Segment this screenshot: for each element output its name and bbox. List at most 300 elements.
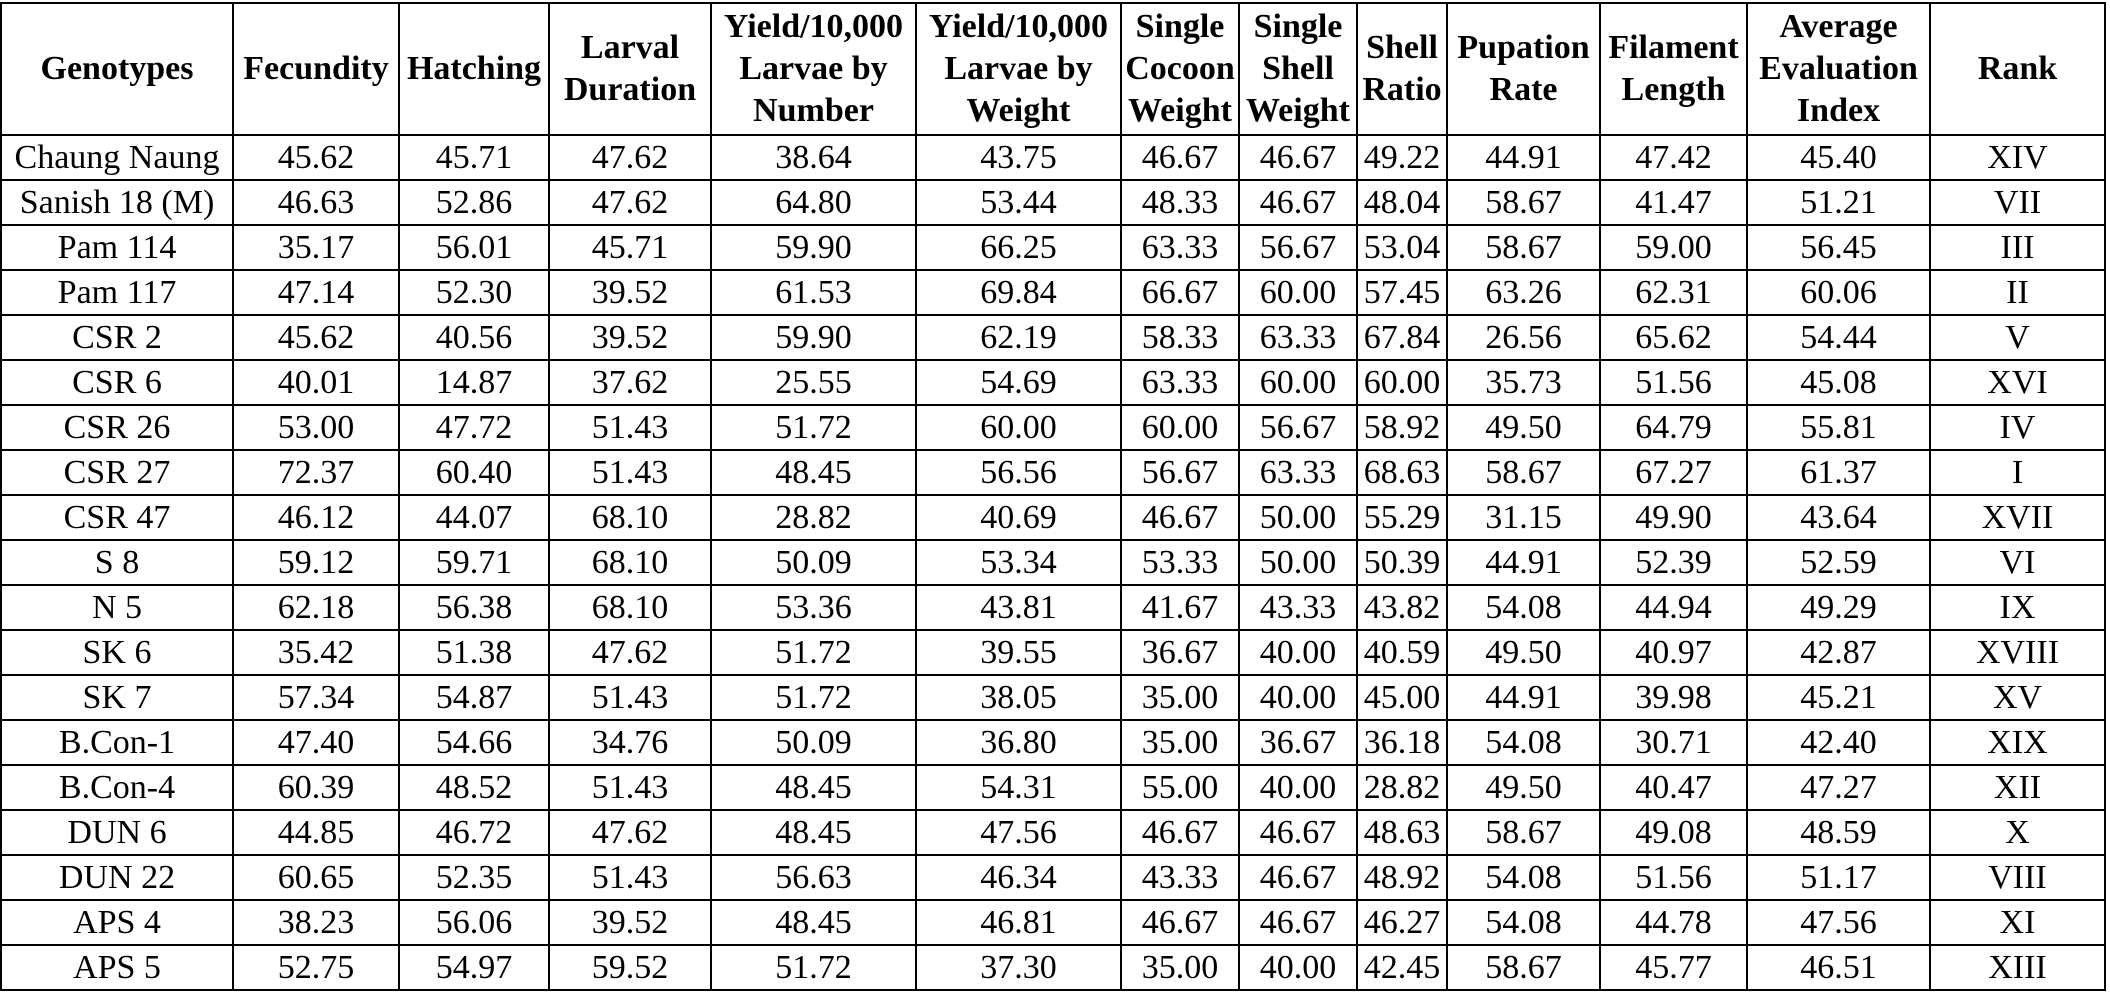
value-cell: 63.26 [1447,270,1600,315]
value-cell: 46.81 [916,900,1121,945]
value-cell: 49.50 [1447,765,1600,810]
value-cell: 30.71 [1600,720,1747,765]
value-cell: 46.67 [1239,855,1357,900]
value-cell: 14.87 [399,360,549,405]
value-cell: 46.67 [1121,900,1239,945]
value-cell: 47.62 [549,810,711,855]
genotype-cell: APS 5 [1,945,233,990]
column-header [1357,3,1447,135]
value-cell: 45.77 [1600,945,1747,990]
column-header-line: Weight [1128,92,1232,129]
value-cell: 56.67 [1239,405,1357,450]
value-cell: 56.38 [399,585,549,630]
column-header [1121,3,1239,135]
value-cell: 51.56 [1600,360,1747,405]
table-row [1,135,2105,180]
value-cell: 59.52 [549,945,711,990]
genotype-cell: CSR 47 [1,495,233,540]
value-cell: 51.17 [1747,855,1930,900]
table-row [1,270,2105,315]
value-cell: 51.72 [711,945,916,990]
value-cell: 51.43 [549,450,711,495]
value-cell: 45.71 [399,135,549,180]
value-cell: 58.67 [1447,225,1600,270]
table-row [1,315,2105,360]
column-header-line: Shell [1262,50,1334,87]
value-cell: 40.00 [1239,765,1357,810]
value-cell: 44.07 [399,495,549,540]
value-cell: 60.00 [1239,270,1357,315]
column-header-line: Shell [1366,29,1438,66]
value-cell: 60.00 [1239,360,1357,405]
table-row [1,585,2105,630]
value-cell: 49.22 [1357,135,1447,180]
value-cell: 54.44 [1747,315,1930,360]
value-cell: 60.00 [916,405,1121,450]
value-cell: 36.18 [1357,720,1447,765]
value-cell: 46.67 [1121,810,1239,855]
value-cell: 58.67 [1447,180,1600,225]
value-cell: 51.43 [549,855,711,900]
value-cell: 56.06 [399,900,549,945]
table-row [1,360,2105,405]
value-cell: 52.35 [399,855,549,900]
value-cell: 45.62 [233,135,399,180]
genotype-cell: CSR 2 [1,315,233,360]
value-cell: 40.97 [1600,630,1747,675]
value-cell: 48.33 [1121,180,1239,225]
genotype-cell: DUN 22 [1,855,233,900]
value-cell: 64.80 [711,180,916,225]
value-cell: 67.84 [1357,315,1447,360]
value-cell: 35.00 [1121,720,1239,765]
value-cell: 47.56 [916,810,1121,855]
value-cell: 28.82 [1357,765,1447,810]
value-cell: 67.27 [1600,450,1747,495]
value-cell: 53.33 [1121,540,1239,585]
column-header-line: Hatching [406,50,542,87]
value-cell: 66.25 [916,225,1121,270]
genotype-cell: B.Con-4 [1,765,233,810]
rank-cell: XVIII [1930,630,2105,675]
column-header-line: Index [1796,92,1881,129]
value-cell: 47.42 [1600,135,1747,180]
genotype-cell: CSR 26 [1,405,233,450]
value-cell: 60.39 [233,765,399,810]
value-cell: 41.67 [1121,585,1239,630]
genotype-cell: Pam 114 [1,225,233,270]
value-cell: 46.67 [1121,495,1239,540]
value-cell: 55.00 [1121,765,1239,810]
table-body [1,135,2105,990]
column-header-line: Larval [580,29,680,66]
table-row [1,720,2105,765]
value-cell: 46.12 [233,495,399,540]
value-cell: 44.94 [1600,585,1747,630]
column-header [1447,3,1600,135]
column-header [916,3,1121,135]
value-cell: 46.67 [1239,900,1357,945]
rank-cell: XI [1930,900,2105,945]
value-cell: 62.18 [233,585,399,630]
table-header [1,3,2105,135]
rank-cell: V [1930,315,2105,360]
rank-cell: XII [1930,765,2105,810]
value-cell: 59.71 [399,540,549,585]
value-cell: 45.21 [1747,675,1930,720]
value-cell: 58.67 [1447,450,1600,495]
value-cell: 61.53 [711,270,916,315]
value-cell: 40.56 [399,315,549,360]
value-cell: 51.43 [549,405,711,450]
value-cell: 52.86 [399,180,549,225]
table-container [0,2,2106,991]
value-cell: 51.43 [549,765,711,810]
header-row [1,3,2105,135]
value-cell: 50.09 [711,720,916,765]
value-cell: 40.59 [1357,630,1447,675]
rank-cell: VI [1930,540,2105,585]
table-row [1,405,2105,450]
value-cell: 48.52 [399,765,549,810]
value-cell: 38.23 [233,900,399,945]
value-cell: 42.87 [1747,630,1930,675]
value-cell: 44.91 [1447,675,1600,720]
genotype-cell: DUN 6 [1,810,233,855]
rank-cell: XVII [1930,495,2105,540]
value-cell: 43.81 [916,585,1121,630]
value-cell: 42.45 [1357,945,1447,990]
value-cell: 66.67 [1121,270,1239,315]
table-row [1,810,2105,855]
column-header-line: Filament [1608,29,1739,66]
value-cell: 54.69 [916,360,1121,405]
value-cell: 49.29 [1747,585,1930,630]
value-cell: 58.67 [1447,810,1600,855]
value-cell: 58.67 [1447,945,1600,990]
rank-cell: I [1930,450,2105,495]
value-cell: 64.79 [1600,405,1747,450]
value-cell: 48.04 [1357,180,1447,225]
rank-cell: VII [1930,180,2105,225]
value-cell: 43.33 [1239,585,1357,630]
column-header-line: Length [1621,71,1726,108]
value-cell: 43.82 [1357,585,1447,630]
column-header-line: Yield/10,000 [928,8,1109,45]
value-cell: 56.67 [1121,450,1239,495]
value-cell: 47.62 [549,135,711,180]
column-header-line: Weight [1246,92,1350,129]
column-header [711,3,916,135]
value-cell: 52.30 [399,270,549,315]
value-cell: 45.62 [233,315,399,360]
value-cell: 46.51 [1747,945,1930,990]
column-header-line: Duration [563,71,697,108]
value-cell: 26.56 [1447,315,1600,360]
value-cell: 54.66 [399,720,549,765]
genotype-cell: SK 7 [1,675,233,720]
value-cell: 50.00 [1239,495,1357,540]
genotype-cell: SK 6 [1,630,233,675]
value-cell: 52.39 [1600,540,1747,585]
value-cell: 57.45 [1357,270,1447,315]
table-row [1,495,2105,540]
value-cell: 54.08 [1447,585,1600,630]
value-cell: 54.31 [916,765,1121,810]
value-cell: 59.90 [711,225,916,270]
value-cell: 62.31 [1600,270,1747,315]
table-row [1,630,2105,675]
table-row [1,225,2105,270]
value-cell: 46.27 [1357,900,1447,945]
value-cell: 35.00 [1121,945,1239,990]
rank-cell: X [1930,810,2105,855]
column-header [549,3,711,135]
column-header [1600,3,1747,135]
value-cell: 46.63 [233,180,399,225]
value-cell: 39.52 [549,315,711,360]
genotype-cell: B.Con-1 [1,720,233,765]
value-cell: 38.05 [916,675,1121,720]
value-cell: 50.39 [1357,540,1447,585]
column-header-line: Larvae by [739,50,888,87]
value-cell: 50.09 [711,540,916,585]
value-cell: 51.72 [711,630,916,675]
value-cell: 48.45 [711,765,916,810]
value-cell: 51.72 [711,405,916,450]
value-cell: 56.01 [399,225,549,270]
value-cell: 39.52 [549,270,711,315]
table-row [1,540,2105,585]
rank-cell: IX [1930,585,2105,630]
value-cell: 44.91 [1447,135,1600,180]
value-cell: 28.82 [711,495,916,540]
value-cell: 47.40 [233,720,399,765]
column-header-line: Single [1135,8,1225,45]
value-cell: 45.08 [1747,360,1930,405]
value-cell: 25.55 [711,360,916,405]
value-cell: 68.63 [1357,450,1447,495]
value-cell: 53.36 [711,585,916,630]
value-cell: 57.34 [233,675,399,720]
value-cell: 54.08 [1447,855,1600,900]
column-header-line: Rank [1977,50,2058,87]
table-row [1,765,2105,810]
value-cell: 53.44 [916,180,1121,225]
value-cell: 44.85 [233,810,399,855]
column-header-line: Pupation [1457,29,1590,66]
rank-cell: XIX [1930,720,2105,765]
value-cell: 40.47 [1600,765,1747,810]
value-cell: 40.01 [233,360,399,405]
value-cell: 48.63 [1357,810,1447,855]
genotype-evaluation-table [0,2,2106,991]
value-cell: 48.45 [711,810,916,855]
value-cell: 51.21 [1747,180,1930,225]
value-cell: 46.67 [1239,810,1357,855]
genotype-cell: Chaung Naung [1,135,233,180]
value-cell: 54.97 [399,945,549,990]
value-cell: 31.15 [1447,495,1600,540]
table-row [1,900,2105,945]
column-header-line: Larvae by [944,50,1093,87]
value-cell: 61.37 [1747,450,1930,495]
rank-cell: XVI [1930,360,2105,405]
value-cell: 45.00 [1357,675,1447,720]
value-cell: 58.92 [1357,405,1447,450]
genotype-cell: CSR 6 [1,360,233,405]
value-cell: 56.63 [711,855,916,900]
column-header [1239,3,1357,135]
value-cell: 48.45 [711,900,916,945]
value-cell: 56.45 [1747,225,1930,270]
column-header-line: Evaluation [1759,50,1918,87]
value-cell: 39.55 [916,630,1121,675]
value-cell: 40.00 [1239,945,1357,990]
value-cell: 40.00 [1239,675,1357,720]
value-cell: 37.62 [549,360,711,405]
value-cell: 39.98 [1600,675,1747,720]
value-cell: 60.06 [1747,270,1930,315]
column-header-line: Weight [966,92,1071,129]
value-cell: 69.84 [916,270,1121,315]
column-header [1,3,233,135]
column-header-line: Ratio [1362,71,1442,108]
genotype-cell: CSR 27 [1,450,233,495]
value-cell: 56.56 [916,450,1121,495]
value-cell: 51.72 [711,675,916,720]
value-cell: 45.71 [549,225,711,270]
value-cell: 58.33 [1121,315,1239,360]
value-cell: 49.50 [1447,405,1600,450]
value-cell: 63.33 [1121,360,1239,405]
value-cell: 38.64 [711,135,916,180]
value-cell: 44.78 [1600,900,1747,945]
value-cell: 48.59 [1747,810,1930,855]
value-cell: 54.87 [399,675,549,720]
rank-cell: XIV [1930,135,2105,180]
value-cell: 36.67 [1121,630,1239,675]
value-cell: 54.08 [1447,720,1600,765]
value-cell: 68.10 [549,495,711,540]
value-cell: 60.00 [1121,405,1239,450]
genotype-cell: Sanish 18 (M) [1,180,233,225]
column-header-line: Number [753,92,874,129]
value-cell: 47.62 [549,180,711,225]
value-cell: 53.04 [1357,225,1447,270]
column-header [1930,3,2105,135]
value-cell: 59.00 [1600,225,1747,270]
value-cell: 63.33 [1239,450,1357,495]
value-cell: 52.75 [233,945,399,990]
value-cell: 60.00 [1357,360,1447,405]
value-cell: 51.43 [549,675,711,720]
value-cell: 60.65 [233,855,399,900]
value-cell: 65.62 [1600,315,1747,360]
value-cell: 52.59 [1747,540,1930,585]
rank-cell: II [1930,270,2105,315]
value-cell: 48.92 [1357,855,1447,900]
rank-cell: XIII [1930,945,2105,990]
value-cell: 46.67 [1239,135,1357,180]
value-cell: 55.29 [1357,495,1447,540]
value-cell: 60.40 [399,450,549,495]
table-row [1,450,2105,495]
value-cell: 49.08 [1600,810,1747,855]
genotype-cell: Pam 117 [1,270,233,315]
genotype-cell: S 8 [1,540,233,585]
column-header [1747,3,1930,135]
column-header-line: Fecundity [243,50,389,87]
value-cell: 37.30 [916,945,1121,990]
table-row [1,945,2105,990]
value-cell: 46.34 [916,855,1121,900]
rank-cell: III [1930,225,2105,270]
table-row [1,180,2105,225]
value-cell: 59.12 [233,540,399,585]
value-cell: 46.67 [1121,135,1239,180]
value-cell: 44.91 [1447,540,1600,585]
value-cell: 35.00 [1121,675,1239,720]
value-cell: 48.45 [711,450,916,495]
value-cell: 43.64 [1747,495,1930,540]
value-cell: 34.76 [549,720,711,765]
value-cell: 43.75 [916,135,1121,180]
value-cell: 53.00 [233,405,399,450]
value-cell: 46.72 [399,810,549,855]
value-cell: 51.56 [1600,855,1747,900]
value-cell: 68.10 [549,585,711,630]
value-cell: 41.47 [1600,180,1747,225]
value-cell: 62.19 [916,315,1121,360]
column-header-line: Rate [1489,71,1558,108]
column-header-line: Yield/10,000 [723,8,904,45]
value-cell: 35.17 [233,225,399,270]
value-cell: 35.73 [1447,360,1600,405]
value-cell: 54.08 [1447,900,1600,945]
value-cell: 47.14 [233,270,399,315]
value-cell: 47.72 [399,405,549,450]
column-header-line: Average [1779,8,1898,45]
value-cell: 36.67 [1239,720,1357,765]
value-cell: 40.69 [916,495,1121,540]
value-cell: 49.90 [1600,495,1747,540]
value-cell: 59.90 [711,315,916,360]
column-header-line: Genotypes [40,50,194,87]
value-cell: 50.00 [1239,540,1357,585]
column-header-line: Single [1253,8,1343,45]
column-header [233,3,399,135]
table-row [1,855,2105,900]
value-cell: 42.40 [1747,720,1930,765]
value-cell: 47.27 [1747,765,1930,810]
value-cell: 49.50 [1447,630,1600,675]
value-cell: 40.00 [1239,630,1357,675]
value-cell: 47.56 [1747,900,1930,945]
rank-cell: XV [1930,675,2105,720]
genotype-cell: APS 4 [1,900,233,945]
value-cell: 53.34 [916,540,1121,585]
value-cell: 63.33 [1239,315,1357,360]
value-cell: 45.40 [1747,135,1930,180]
value-cell: 43.33 [1121,855,1239,900]
value-cell: 63.33 [1121,225,1239,270]
value-cell: 36.80 [916,720,1121,765]
value-cell: 68.10 [549,540,711,585]
column-header-line: Cocoon [1125,50,1235,87]
genotype-cell: N 5 [1,585,233,630]
value-cell: 55.81 [1747,405,1930,450]
